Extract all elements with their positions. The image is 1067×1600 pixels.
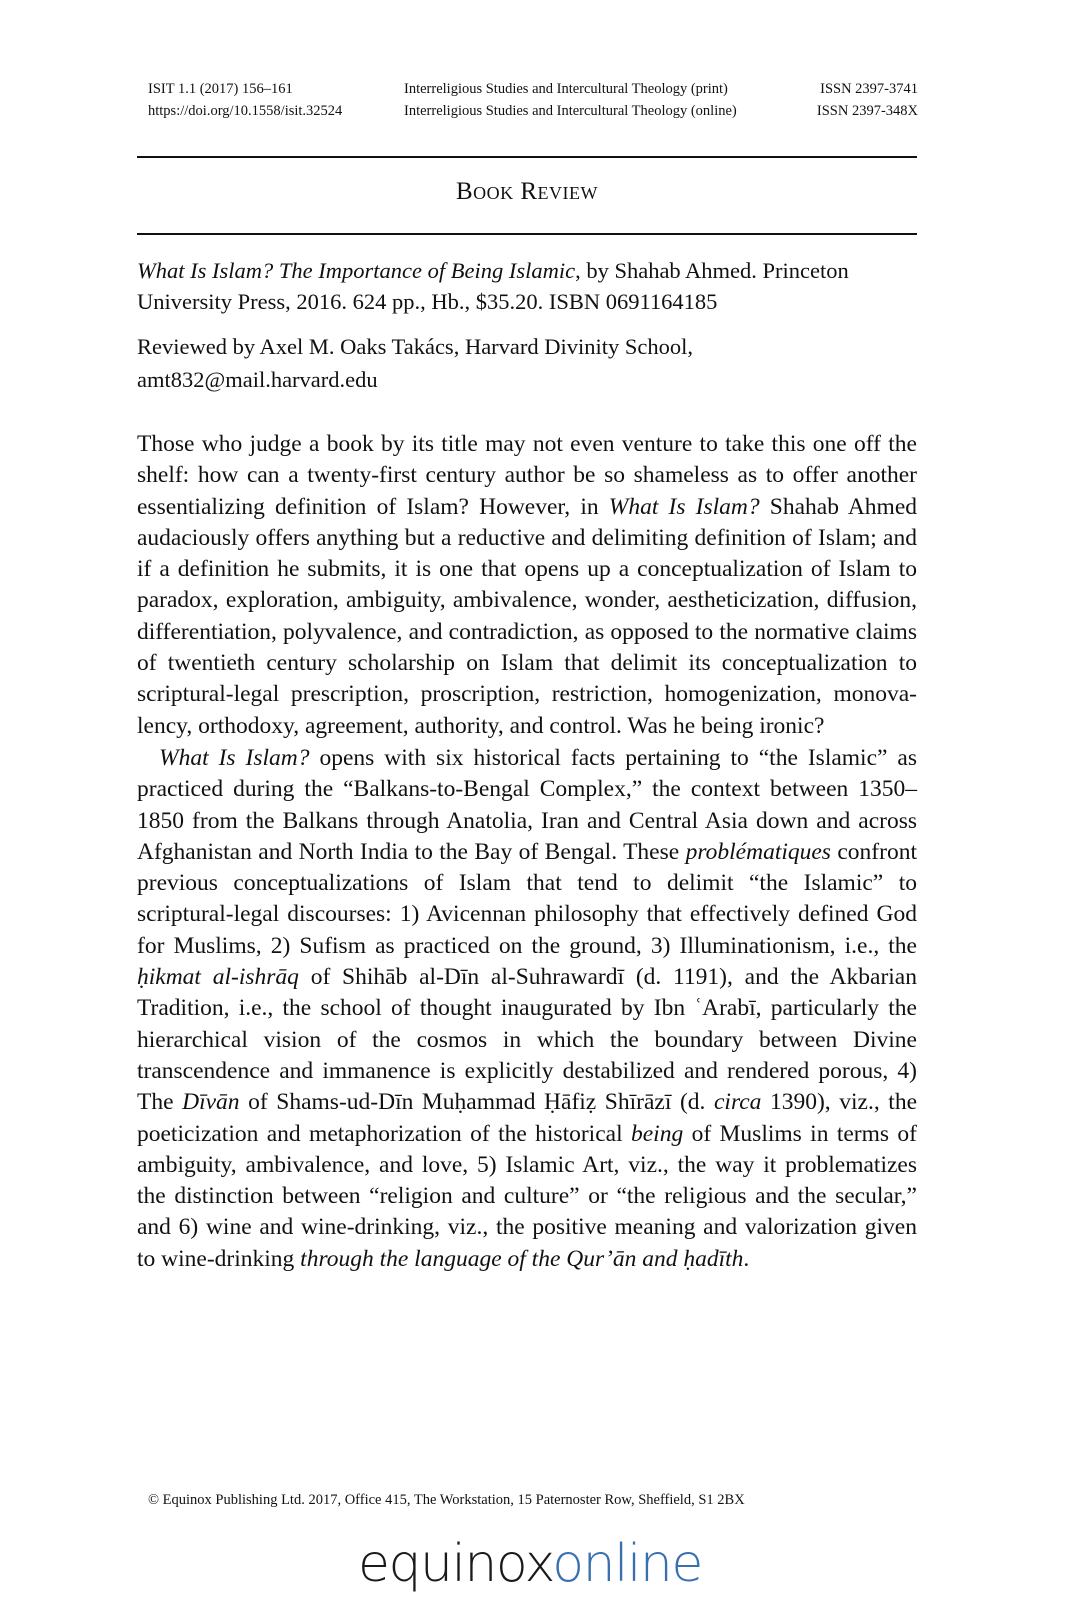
issn-online: ISSN 2397-348X [816, 103, 918, 119]
p2-text-6: of Muslims in terms of ambiguity, ambivalence, and love, 5) Islamic Art, viz., the way it problematizes the distinction between “religion and culture” or “the religious and the secular,” and 6) wine and wine-drinking, viz., the positive meaning and valorization given to wine-drinking [137, 1120, 917, 1272]
header-rule-bottom [137, 233, 917, 235]
logo-part-online: online [552, 1534, 702, 1594]
p2-italic-6: being [630, 1120, 684, 1147]
issn-block [817, 78, 918, 122]
journal-ref: ISIT 1.1 (2017) 156–161 [148, 81, 293, 97]
p2-italic-4: Dīvān [182, 1089, 240, 1116]
section-title: Book Review [455, 178, 599, 205]
issn-print: ISSN 2397-3741 [820, 81, 918, 97]
p2-text-3: of Shihāb al-Dīn al-Suhrawardī (d. 1191), and the Akbarian Tradition, i.e., the school of thought inaugurated by Ibn ʿArabī, particularly the hierarchical vision of the cosmos in which the boundary between Divine transcendence and immanence is explicitly destabilized and rendered porous, 4) The [137, 964, 917, 1116]
p2-italic-3: ḥikmat al-ishrāq [137, 964, 299, 991]
journal-name-block [404, 78, 737, 122]
logo-part-equinox: equinox [358, 1534, 553, 1594]
doi-link[interactable]: https://doi.org/10.1558/isit.32524 [148, 103, 343, 119]
equinox-online-logo[interactable] [358, 1536, 718, 1600]
paragraph-1 [137, 429, 917, 742]
book-citation [137, 255, 917, 317]
p2-italic-2: problématiques [685, 838, 831, 865]
p2-italic-5: circa [713, 1089, 762, 1116]
copyright-footer: © Equinox Publishing Ltd. 2017, Office 415, The Workstation, 15 Paternoster Row, Sheffield, S1 2BX [148, 1492, 745, 1508]
reviewer-info [137, 330, 917, 396]
p2-text-1: opens with six historical facts pertaining to “the Islamic” as practiced during the “Balkans-to-Bengal Complex,” the context between 1350–1850 from the Balkans through Anatolia, Iran and Central Asia down and across Afghanistan and North India to the Bay of Bengal. These [137, 744, 917, 865]
book-title: What Is Islam? The Importance of Being Islamic [137, 258, 576, 283]
p2-text-2: confront previous conceptualizations of Islam that tend to delimit “the Islamic” to scriptural-legal discourses: 1) Avicennan philosophy that effectively defined God for Muslims, 2) Sufism as practiced on the ground, 3) Illuminationism, i.e., the [137, 838, 917, 959]
p1-text-2: Shahab Ahmed audaciously offers anything but a reductive and delimiting definition of Islam; and if a definition he submits, it is one that opens up a conceptualization of Islam to paradox, exploration, ambiguity, ambivalence, wonder, aestheticization, diffusion, differentiation, polyvalence, and contradiction, as opposed to the normative claims of twentieth century scholarship on Islam that delimit its conceptualization to scriptural-legal prescription, proscription, restriction, homogenization, monovalency, orthodoxy, agreement, authority, and control. Was he being ironic? [137, 493, 917, 739]
p2-text-4: of Shams-ud-Dīn Muḥammad Ḥāfiẓ Shīrāzī (d. [239, 1089, 714, 1116]
journal-online: Interreligious Studies and Intercultural Theology (online) [404, 103, 737, 119]
p2-italic-1: What Is Islam? [159, 744, 310, 771]
p2-italic-7: through the language of the Qur’ān and ḥadīth [300, 1245, 744, 1272]
reviewer-line: Reviewed by Axel M. Oaks Takács, Harvard Divinity School, [137, 334, 694, 359]
p2-text-7: . [743, 1245, 750, 1272]
book-details: , by Shahab Ahmed. Princeton University Press, 2016. 624 pp., Hb., $35.20. ISBN 0691164185 [137, 258, 849, 314]
header-rule-top [137, 156, 917, 158]
journal-ref-block [148, 78, 342, 122]
p1-text-1: Those who judge a book by its title may not even venture to take this one off the shelf: how can a twenty-first century author be so shameless as to offer another essentializing definition of Islam? However, in [137, 431, 917, 520]
reviewer-email[interactable]: amt832@mail.harvard.edu [137, 367, 378, 392]
paragraph-2 [137, 743, 917, 1275]
review-body [137, 429, 917, 1275]
p2-text-5: 1390), viz., the poeticization and metaphorization of the historical [137, 1089, 917, 1147]
p1-italic-1: What Is Islam? [608, 493, 760, 520]
journal-print: Interreligious Studies and Intercultural Theology (print) [404, 81, 728, 97]
